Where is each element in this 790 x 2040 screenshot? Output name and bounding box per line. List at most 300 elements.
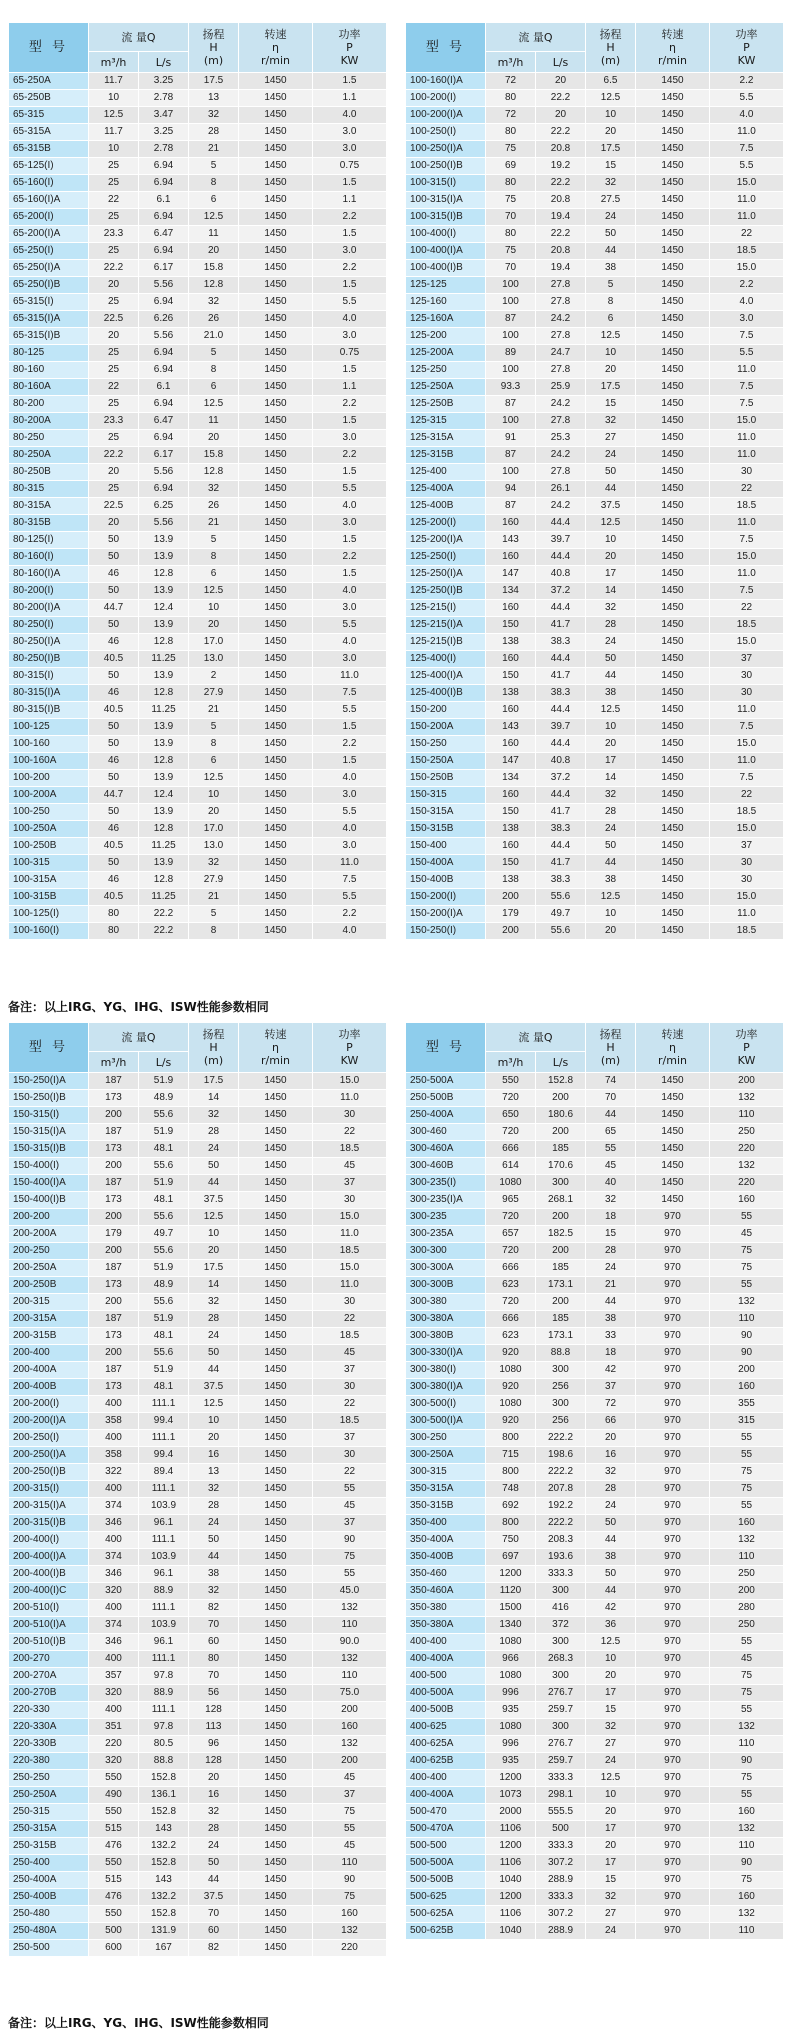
cell-head: 10	[586, 532, 636, 549]
cell-model: 150-315(I)B	[9, 1141, 89, 1158]
cell-flow-m3h: 187	[89, 1175, 139, 1192]
cell-flow-m3h: 692	[486, 1498, 536, 1515]
cell-flow-ls: 259.7	[536, 1702, 586, 1719]
cell-power: 37	[313, 1515, 387, 1532]
cell-flow-m3h: 80	[486, 175, 536, 192]
cell-flow-ls: 6.1	[139, 192, 189, 209]
cell-head: 6	[189, 566, 239, 583]
cell-model: 400-625	[406, 1719, 486, 1736]
table-row	[406, 736, 784, 753]
cell-flow-m3h: 666	[486, 1141, 536, 1158]
cell-speed: 1450	[636, 838, 710, 855]
table-row	[406, 192, 784, 209]
cell-power: 7.5	[313, 685, 387, 702]
cell-power: 22	[313, 1396, 387, 1413]
cell-model: 125-250(I)A	[406, 566, 486, 583]
cell-flow-m3h: 87	[486, 447, 536, 464]
cell-head: 60	[189, 1923, 239, 1940]
cell-flow-ls: 51.9	[139, 1260, 189, 1277]
cell-flow-ls: 51.9	[139, 1311, 189, 1328]
cell-speed: 1450	[239, 1345, 313, 1362]
cell-speed: 1450	[636, 311, 710, 328]
cell-power: 3.0	[313, 124, 387, 141]
cell-flow-ls: 198.6	[536, 1447, 586, 1464]
cell-flow-m3h: 69	[486, 158, 536, 175]
cell-flow-m3h: 1073	[486, 1787, 536, 1804]
cell-flow-ls: 111.1	[139, 1532, 189, 1549]
cell-flow-ls: 268.3	[536, 1651, 586, 1668]
table-row	[9, 1736, 387, 1753]
cell-speed: 1450	[636, 651, 710, 668]
cell-power: 4.0	[313, 821, 387, 838]
table-row	[406, 1872, 784, 1889]
cell-head: 27	[586, 1906, 636, 1923]
table-row	[406, 413, 784, 430]
cell-flow-m3h: 80	[89, 906, 139, 923]
cell-model: 125-400(I)B	[406, 685, 486, 702]
cell-flow-ls: 182.5	[536, 1226, 586, 1243]
header-head-line: 扬程	[599, 1028, 622, 1041]
cell-power: 110	[313, 1855, 387, 1872]
table-row	[9, 1821, 387, 1838]
cell-model: 350-460	[406, 1566, 486, 1583]
cell-speed: 970	[636, 1855, 710, 1872]
cell-speed: 1450	[239, 1600, 313, 1617]
table-row	[9, 430, 387, 447]
cell-power: 2.2	[313, 736, 387, 753]
cell-head: 44	[586, 1107, 636, 1124]
cell-power: 90	[313, 1532, 387, 1549]
cell-flow-ls: 555.5	[536, 1804, 586, 1821]
cell-flow-m3h: 996	[486, 1736, 536, 1753]
table-row	[406, 141, 784, 158]
table-row	[9, 1702, 387, 1719]
header-head-line: 扬程	[202, 1028, 225, 1041]
cell-speed: 1450	[636, 328, 710, 345]
cell-model: 250-400B	[9, 1889, 89, 1906]
cell-head: 44	[189, 1872, 239, 1889]
cell-flow-m3h: 200	[486, 889, 536, 906]
table-row	[406, 277, 784, 294]
cell-head: 44	[586, 1294, 636, 1311]
cell-head: 24	[586, 1260, 636, 1277]
table-row	[9, 1787, 387, 1804]
cell-flow-ls: 185	[536, 1311, 586, 1328]
cell-power: 1.5	[313, 277, 387, 294]
cell-power: 132	[710, 1090, 784, 1107]
cell-head: 17.0	[189, 821, 239, 838]
cell-model: 125-215(I)A	[406, 617, 486, 634]
table-row	[406, 651, 784, 668]
cell-model: 150-400(I)	[9, 1158, 89, 1175]
cell-model: 300-500(I)	[406, 1396, 486, 1413]
cell-model: 350-315A	[406, 1481, 486, 1498]
cell-speed: 1450	[636, 1107, 710, 1124]
cell-power: 5.5	[313, 804, 387, 821]
cell-flow-m3h: 935	[486, 1753, 536, 1770]
cell-speed: 1450	[636, 583, 710, 600]
table-row	[406, 685, 784, 702]
cell-flow-m3h: 25	[89, 294, 139, 311]
cell-power: 55	[710, 1702, 784, 1719]
cell-model: 250-315	[9, 1804, 89, 1821]
table-row	[406, 634, 784, 651]
cell-flow-ls: 88.8	[536, 1345, 586, 1362]
cell-power: 11.0	[313, 1277, 387, 1294]
cell-model: 300-330(I)A	[406, 1345, 486, 1362]
cell-speed: 1450	[239, 413, 313, 430]
cell-power: 110	[710, 1107, 784, 1124]
cell-power: 4.0	[710, 107, 784, 124]
cell-flow-m3h: 357	[89, 1668, 139, 1685]
cell-flow-ls: 200	[536, 1124, 586, 1141]
cell-speed: 1450	[239, 1532, 313, 1549]
cell-flow-ls: 11.25	[139, 702, 189, 719]
cell-flow-ls: 6.94	[139, 362, 189, 379]
cell-flow-m3h: 50	[89, 617, 139, 634]
cell-power: 22	[710, 481, 784, 498]
table-row	[406, 294, 784, 311]
table-row	[406, 175, 784, 192]
cell-model: 300-235	[406, 1209, 486, 1226]
cell-head: 6	[189, 379, 239, 396]
cell-power: 3.0	[313, 515, 387, 532]
cell-flow-m3h: 70	[486, 260, 536, 277]
cell-head: 16	[586, 1447, 636, 1464]
cell-model: 200-250	[9, 1243, 89, 1260]
cell-model: 65-160(I)A	[9, 192, 89, 209]
cell-power: 30	[313, 1379, 387, 1396]
cell-head: 21	[189, 141, 239, 158]
cell-speed: 1450	[239, 889, 313, 906]
cell-flow-ls: 300	[536, 1719, 586, 1736]
cell-flow-m3h: 147	[486, 566, 536, 583]
cell-power: 3.0	[313, 243, 387, 260]
header-speed-line: 转速	[661, 28, 684, 41]
cell-model: 125-250	[406, 362, 486, 379]
table-row	[406, 1090, 784, 1107]
cell-head: 15	[586, 396, 636, 413]
cell-speed: 1450	[239, 583, 313, 600]
table-row	[406, 311, 784, 328]
table-row	[9, 668, 387, 685]
cell-flow-ls: 152.8	[536, 1073, 586, 1090]
cell-flow-m3h: 614	[486, 1158, 536, 1175]
cell-flow-ls: 268.1	[536, 1192, 586, 1209]
cell-flow-m3h: 1080	[486, 1362, 536, 1379]
cell-head: 17.5	[189, 73, 239, 90]
cell-head: 10	[189, 1413, 239, 1430]
cell-speed: 1450	[239, 73, 313, 90]
cell-model: 300-235(I)A	[406, 1192, 486, 1209]
cell-power: 7.5	[710, 141, 784, 158]
cell-power: 18.5	[710, 804, 784, 821]
header-model: 型 号	[406, 1023, 486, 1073]
table-row	[406, 1685, 784, 1702]
cell-flow-m3h: 50	[89, 668, 139, 685]
cell-head: 27	[586, 1736, 636, 1753]
table-row	[9, 1175, 387, 1192]
cell-head: 27	[586, 430, 636, 447]
table-row	[406, 1379, 784, 1396]
cell-model: 125-400(I)A	[406, 668, 486, 685]
cell-model: 500-500	[406, 1838, 486, 1855]
cell-power: 75	[710, 1685, 784, 1702]
cell-flow-m3h: 147	[486, 753, 536, 770]
cell-speed: 970	[636, 1481, 710, 1498]
cell-speed: 1450	[239, 668, 313, 685]
cell-flow-ls: 44.4	[536, 736, 586, 753]
cell-power: 75	[710, 1770, 784, 1787]
cell-head: 32	[189, 1583, 239, 1600]
cell-model: 100-200(I)	[406, 90, 486, 107]
cell-model: 150-315A	[406, 804, 486, 821]
cell-flow-m3h: 25	[89, 396, 139, 413]
header-head-line: (m)	[203, 1054, 224, 1067]
table-row	[406, 1209, 784, 1226]
cell-flow-m3h: 800	[486, 1515, 536, 1532]
cell-flow-m3h: 173	[89, 1277, 139, 1294]
cell-head: 12.5	[586, 1634, 636, 1651]
cell-flow-ls: 48.9	[139, 1277, 189, 1294]
cell-flow-m3h: 134	[486, 770, 536, 787]
cell-power: 1.5	[313, 413, 387, 430]
cell-power: 2.2	[710, 73, 784, 90]
cell-power: 2.2	[710, 277, 784, 294]
cell-speed: 970	[636, 1379, 710, 1396]
footnote-bottom: 备注：以上IRG、YG、IHG、ISW性能参数相同	[8, 2016, 269, 2030]
cell-speed: 1450	[239, 328, 313, 345]
cell-flow-m3h: 351	[89, 1719, 139, 1736]
cell-speed: 1450	[239, 243, 313, 260]
cell-flow-ls: 307.2	[536, 1906, 586, 1923]
table-row	[406, 1651, 784, 1668]
cell-head: 28	[586, 1243, 636, 1260]
table-row	[9, 1243, 387, 1260]
cell-head: 15.8	[189, 260, 239, 277]
cell-speed: 1450	[239, 1821, 313, 1838]
cell-speed: 1450	[239, 651, 313, 668]
cell-speed: 1450	[636, 1175, 710, 1192]
cell-flow-ls: 22.2	[139, 906, 189, 923]
cell-speed: 1450	[239, 345, 313, 362]
cell-power: 37	[313, 1787, 387, 1804]
cell-speed: 1450	[239, 90, 313, 107]
cell-flow-m3h: 50	[89, 855, 139, 872]
cell-model: 200-250(I)B	[9, 1464, 89, 1481]
cell-power: 11.0	[710, 209, 784, 226]
cell-speed: 1450	[239, 1396, 313, 1413]
cell-model: 150-200(I)	[406, 889, 486, 906]
table-row	[406, 1532, 784, 1549]
cell-flow-m3h: 160	[486, 515, 536, 532]
table-row	[9, 362, 387, 379]
cell-power: 4.0	[313, 923, 387, 940]
cell-flow-ls: 200	[536, 1294, 586, 1311]
table-row	[406, 260, 784, 277]
table-row	[9, 1923, 387, 1940]
cell-head: 80	[189, 1651, 239, 1668]
table-row	[9, 1583, 387, 1600]
table-row	[9, 770, 387, 787]
cell-flow-m3h: 187	[89, 1073, 139, 1090]
table-row	[406, 532, 784, 549]
table-row	[9, 1481, 387, 1498]
cell-flow-m3h: 715	[486, 1447, 536, 1464]
cell-flow-ls: 259.7	[536, 1753, 586, 1770]
header-speed-line: 转速	[264, 1028, 287, 1041]
cell-head: 40	[586, 1175, 636, 1192]
cell-speed: 1450	[239, 770, 313, 787]
table-row	[9, 1447, 387, 1464]
cell-flow-ls: 3.25	[139, 73, 189, 90]
cell-power: 37	[313, 1362, 387, 1379]
header-flow-ls: L/s	[139, 1052, 189, 1073]
cell-flow-m3h: 10	[89, 90, 139, 107]
cell-flow-m3h: 50	[89, 532, 139, 549]
cell-speed: 970	[636, 1277, 710, 1294]
cell-speed: 1450	[239, 872, 313, 889]
cell-speed: 1450	[636, 1158, 710, 1175]
cell-power: 15.0	[313, 1209, 387, 1226]
cell-flow-m3h: 150	[486, 617, 536, 634]
cell-head: 38	[586, 685, 636, 702]
cell-speed: 1450	[239, 158, 313, 175]
cell-flow-ls: 22.2	[536, 124, 586, 141]
cell-speed: 1450	[239, 481, 313, 498]
cell-head: 37.5	[189, 1889, 239, 1906]
cell-flow-m3h: 160	[486, 702, 536, 719]
table-row	[9, 481, 387, 498]
cell-power: 7.5	[710, 396, 784, 413]
cell-power: 15.0	[710, 260, 784, 277]
cell-flow-ls: 333.3	[536, 1566, 586, 1583]
cell-head: 12.5	[189, 1396, 239, 1413]
table-row	[9, 1430, 387, 1447]
cell-power: 55	[313, 1481, 387, 1498]
cell-head: 17	[586, 1821, 636, 1838]
cell-flow-m3h: 476	[89, 1889, 139, 1906]
cell-model: 80-160(I)A	[9, 566, 89, 583]
cell-flow-ls: 111.1	[139, 1396, 189, 1413]
cell-model: 150-250(I)A	[9, 1073, 89, 1090]
cell-flow-m3h: 46	[89, 685, 139, 702]
cell-head: 24	[586, 1923, 636, 1940]
cell-power: 30	[313, 1107, 387, 1124]
cell-flow-m3h: 150	[486, 668, 536, 685]
cell-flow-m3h: 20	[89, 328, 139, 345]
cell-head: 15	[586, 1226, 636, 1243]
cell-speed: 1450	[636, 549, 710, 566]
header-speed-line: r/min	[658, 54, 687, 67]
cell-power: 110	[313, 1617, 387, 1634]
cell-flow-m3h: 91	[486, 430, 536, 447]
cell-head: 32	[586, 1464, 636, 1481]
cell-head: 17	[586, 1685, 636, 1702]
cell-head: 32	[586, 413, 636, 430]
cell-speed: 970	[636, 1787, 710, 1804]
cell-flow-ls: 300	[536, 1583, 586, 1600]
table-row	[9, 1906, 387, 1923]
cell-speed: 1450	[239, 787, 313, 804]
header-flow-ls: L/s	[536, 52, 586, 73]
header-model: 型 号	[9, 1023, 89, 1073]
cell-model: 65-250(I)A	[9, 260, 89, 277]
cell-flow-m3h: 220	[89, 1736, 139, 1753]
table-row	[406, 1107, 784, 1124]
cell-head: 24	[586, 447, 636, 464]
table-row	[9, 447, 387, 464]
cell-flow-m3h: 40.5	[89, 889, 139, 906]
header-head-line: H	[209, 41, 218, 54]
cell-speed: 970	[636, 1872, 710, 1889]
cell-power: 220	[710, 1141, 784, 1158]
cell-flow-ls: 152.8	[139, 1855, 189, 1872]
table-row	[406, 1821, 784, 1838]
table-row	[9, 192, 387, 209]
cell-flow-ls: 3.25	[139, 124, 189, 141]
table-row	[406, 328, 784, 345]
cell-power: 11.0	[710, 753, 784, 770]
cell-model: 150-250(I)B	[9, 1090, 89, 1107]
cell-power: 37	[313, 1430, 387, 1447]
cell-model: 125-250(I)	[406, 549, 486, 566]
table-row	[9, 1753, 387, 1770]
cell-head: 20	[189, 1430, 239, 1447]
cell-speed: 1450	[239, 1634, 313, 1651]
cell-head: 44	[586, 1532, 636, 1549]
cell-flow-m3h: 40.5	[89, 702, 139, 719]
cell-head: 13	[189, 1464, 239, 1481]
cell-model: 80-315A	[9, 498, 89, 515]
table-row	[406, 464, 784, 481]
cell-power: 355	[710, 1396, 784, 1413]
cell-flow-ls: 173.1	[536, 1277, 586, 1294]
cell-flow-ls: 99.4	[139, 1413, 189, 1430]
cell-flow-m3h: 138	[486, 821, 536, 838]
table-row	[406, 889, 784, 906]
cell-model: 80-200	[9, 396, 89, 413]
cell-flow-ls: 13.9	[139, 770, 189, 787]
cell-model: 250-250A	[9, 1787, 89, 1804]
cell-power: 132	[710, 1719, 784, 1736]
table-row	[9, 1532, 387, 1549]
table-row	[9, 124, 387, 141]
cell-flow-m3h: 179	[89, 1226, 139, 1243]
table-row	[406, 209, 784, 226]
cell-power: 110	[710, 1838, 784, 1855]
cell-flow-ls: 11.25	[139, 838, 189, 855]
table-row	[9, 1379, 387, 1396]
table-row	[406, 73, 784, 90]
cell-head: 24	[586, 634, 636, 651]
table-row	[406, 566, 784, 583]
cell-speed: 1450	[239, 464, 313, 481]
cell-model: 65-315(I)A	[9, 311, 89, 328]
cell-flow-m3h: 87	[486, 311, 536, 328]
cell-model: 100-160(I)A	[406, 73, 486, 90]
table-row	[9, 1685, 387, 1702]
table-row	[9, 379, 387, 396]
cell-model: 500-470	[406, 1804, 486, 1821]
table-row	[9, 1838, 387, 1855]
cell-flow-ls: 24.2	[536, 447, 586, 464]
cell-power: 5.5	[710, 345, 784, 362]
table-row	[406, 1668, 784, 1685]
cell-power: 3.0	[313, 651, 387, 668]
table-row	[9, 1277, 387, 1294]
cell-model: 500-625	[406, 1889, 486, 1906]
